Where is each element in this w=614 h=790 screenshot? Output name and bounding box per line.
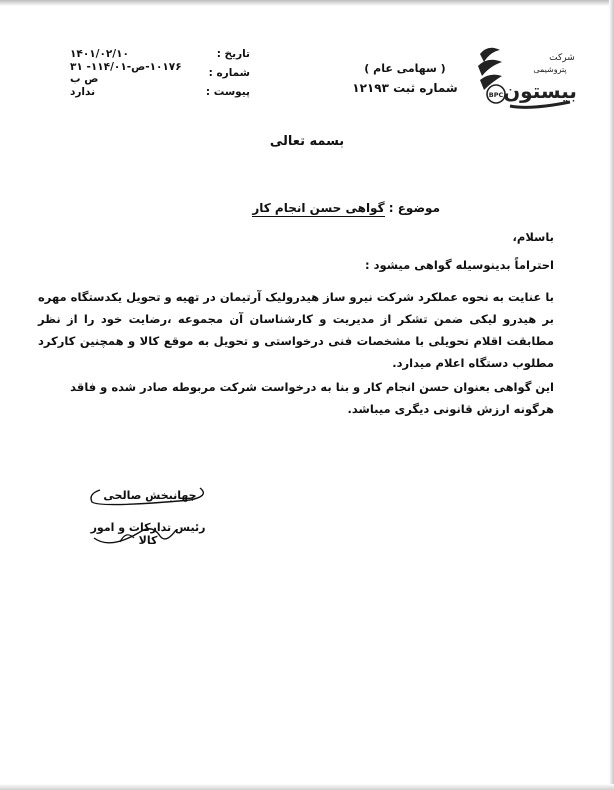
company-type: ( سهامی عام ) — [364, 62, 446, 75]
subject-title: گواهی حسن انجام کار — [252, 201, 385, 215]
letter-meta — [60, 44, 250, 101]
scan-shadow-top — [0, 0, 614, 6]
number-row — [60, 60, 250, 85]
body-paragraph-2: این گواهی بعنوان حسن انجام کار و بنا به درخواست شرکت مربوطه صادر شده و فاقد هرگونه ارزش قانونی دیگری میباشد. — [70, 380, 554, 416]
logo-abbr: BPC — [488, 91, 504, 99]
body-paragraph-1: با عنایت به نحوه عملکرد شرکت نیرو ساز هیدرولیک آرتیمان در تهیه و تحویل یکدستگاه مهره بر هیدرو لیکی ضمن تشکر از مدیریت و کارشناسان آن مجموعه ،رضایت خود را از نظر مطابقت اقلام تحویلی با مشخصات فنی درخواستی و تحویل به موقع کالا و همچنین کارکرد مطلوب دستگاه اعلام میدارد. — [38, 290, 554, 370]
company-logo-graphic — [470, 36, 582, 118]
date-label: تاریخ : — [216, 47, 250, 60]
salutation: باسلام، — [512, 230, 554, 244]
logo-company-sub: پتروشیمی — [533, 65, 567, 74]
scan-shadow-bottom — [0, 784, 614, 790]
attachment-value: ندارد — [70, 85, 96, 98]
attachment-label: پیوست : — [205, 85, 250, 98]
logo-company-word: شرکت — [549, 53, 575, 63]
registration-number: شماره ثبت ۱۲۱۹۳ — [352, 81, 458, 95]
subject-label: موضوع : — [388, 201, 440, 215]
greeting: احتراماً بدینوسیله گواهی میشود : — [364, 258, 554, 272]
scan-shadow-right — [609, 0, 614, 790]
signer-name: جهانبخش صالحی — [103, 489, 197, 502]
date-value: ۱۴۰۱/۰۲/۱۰ — [70, 47, 129, 60]
subject-line — [200, 201, 440, 215]
number-label: شماره : — [208, 66, 250, 79]
signer-title: رئیس تدارکات و امور کالا — [90, 521, 206, 547]
logo-company-main: بیستون — [503, 79, 577, 103]
company-logo — [470, 36, 582, 118]
attachment-row — [60, 82, 250, 101]
number-value: ۱۰۱۷۶-ص-۱۱۴/۰۱- ۳۱ ص ب — [70, 60, 182, 85]
basmala: بسمه تعالی — [269, 134, 345, 149]
registration-block — [345, 62, 465, 95]
